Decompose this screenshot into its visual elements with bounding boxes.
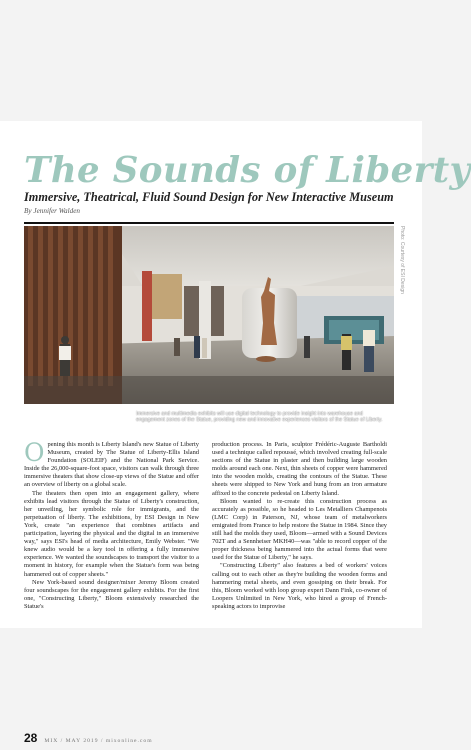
photo-caption: Immersive and multimedia exhibits will use digital technology to provide insight into warehouse and engagement zones of the Statue, providing new and innovative experiences visitors of the Statue of Liberty. <box>136 411 383 424</box>
publication-info: MIX / MAY 2019 / mixonline.com <box>44 738 153 744</box>
article-subtitle: Immersive, Theatrical, Fluid Sound Design for New Interactive Museum <box>24 190 394 204</box>
museum-rendering-drawing <box>24 226 394 404</box>
paragraph-5: Bloom wanted to re-create this construction process as accurately as possible, so he headed to Les Metalliers Champenois (LMC Corp) in Paterson, NJ, whose team of metalworkers emigrated from France to help restore the Statue in 1984. Since they still had the molds they used, Bloom—armed with a Sound Devices 702T and a Sennheiser MKH40—was "able to record copper of the proper thickness being hammered into the actual forms that were used for the Statue of Liberty," he says. <box>212 497 387 562</box>
paragraph-4: production process. In Paris, sculptor Frédéric-Auguste Bartholdi used a technique called repoussé, which involved creating full-scale sections of the Statue in plaster and then building large wooden molds around each one. Next, thin sheets of copper were hammered into the wooden molds, creating the contours of the Statue. These sheets were shipped to New York and hung from an iron armature affixed to the concrete pedestal on Liberty Island. <box>212 441 387 497</box>
title-rule <box>24 222 394 224</box>
page-footer <box>24 729 153 747</box>
magazine-page <box>0 121 471 745</box>
paragraph-1: Opening this month is Liberty Island's new Statue of Liberty Museum, created by The Statue of Liberty-Ellis Island Foundation (SOLEIF) and the National Park Service. Inside the 26,000-square-foot space, visitors can walk through three immersive theaters that show close-up views of the Statue and offer an overview of liberty on a global scale. <box>24 438 199 489</box>
photo-credit: Photo: Courtesy of ESI Design <box>399 226 405 294</box>
paragraph-2: The theaters then open into an engagement gallery, where exhibits lead visitors through the Statue of Liberty's construction, her unveiling, her symbolic role for immigrants, and the perpetuation of liberty. The exhibitions, by ESI Design in New York, create "an experience that combines artifacts and participation, layering the physical and the digital in an immersive way," says ESI's head of media architecture, Emily Webster. "We knew audio would be a key tool in offering a fully immersive experience. We wanted the soundscapes to transport the visitor to a moment in history, for example when the Statue's form was being hammered out of copper sheets." <box>24 489 199 578</box>
article-title: The Sounds of Liberty <box>24 150 471 191</box>
body-column-left <box>24 438 199 611</box>
paragraph-3: New York-based sound designer/mixer Jeremy Bloom created four soundscapes for the engagement gallery exhibits. For the first one, "Constructing Liberty," Bloom extensively researched the Statue's <box>24 578 199 610</box>
museum-rendering-image <box>24 226 394 404</box>
body-column-right <box>212 441 387 611</box>
article-byline: By Jennifer Walden <box>24 207 81 215</box>
paragraph-6: "Constructing Liberty" also features a bed of workers' voices calling out to each other as they're building the wooden forms and hammering metal sheets, and even gossiping on their break. For this, Bloom worked with loop group expert Dann Fink, co-owner of Loopers Unlimited in New York, who hired a group of French-speaking actors to improvise <box>212 562 387 610</box>
drop-cap: O <box>24 438 45 467</box>
page-number: 28 <box>24 731 38 745</box>
